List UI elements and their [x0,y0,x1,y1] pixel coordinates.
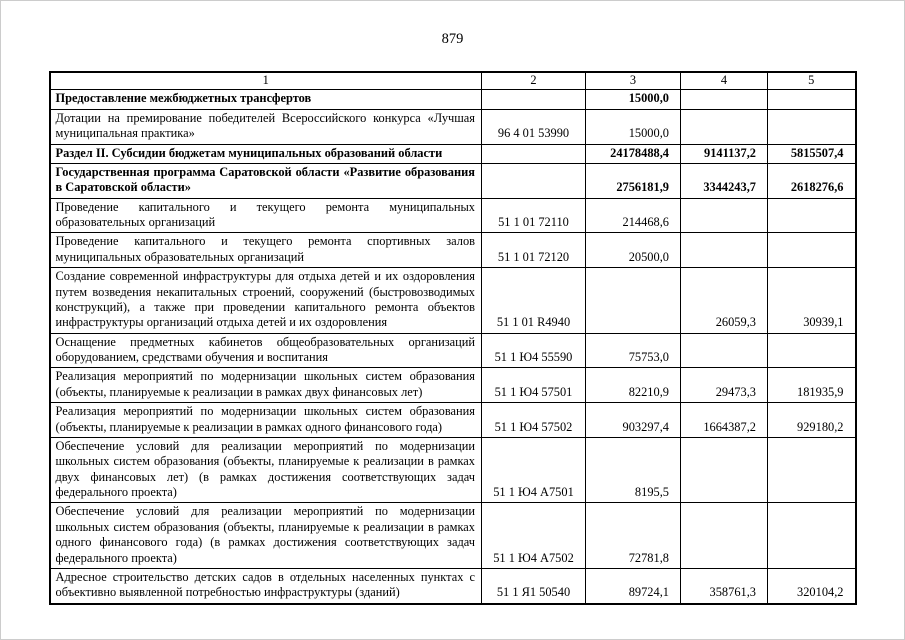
row-code-cell: 51 1 Ю4 57501 [482,368,586,403]
table-row [50,198,856,233]
row-name-cell: Реализация мероприятий по модернизации школьных систем образования (объекты, планируемые к реализации в рамках одного финансового года) [50,403,482,438]
row-amount-cell-5 [768,109,856,144]
row-amount-cell-4 [681,437,768,503]
row-amount-cell-5: 5815507,4 [768,144,856,163]
row-amount-cell-4: 3344243,7 [681,163,768,198]
row-amount-cell-3: 15000,0 [586,109,681,144]
row-code-cell: 51 1 Ю4 А7501 [482,437,586,503]
row-name-cell: Проведение капитального и текущего ремонта спортивных залов муниципальных образовательных организаций [50,233,482,268]
table-row [50,268,856,334]
row-amount-cell-5: 2618276,6 [768,163,856,198]
row-amount-cell-5 [768,437,856,503]
row-code-cell: 51 1 01 R4940 [482,268,586,334]
row-amount-cell-5 [768,503,856,569]
row-name-cell: Обеспечение условий для реализации мероприятий по модернизации школьных систем образования (объекты, планируемые к реализации в рамках одного финансового года) (в рамках достижения соответствующих задач федерального проекта) [50,503,482,569]
row-amount-cell-5: 929180,2 [768,403,856,438]
row-name-cell: Проведение капитального и текущего ремонта муниципальных образовательных организаций [50,198,482,233]
row-name-cell: Предоставление межбюджетных трансфертов [50,90,482,109]
table-row [50,403,856,438]
row-code-cell [482,144,586,163]
row-amount-cell-4: 9141137,2 [681,144,768,163]
row-amount-cell-3: 214468,6 [586,198,681,233]
table-row [50,144,856,163]
table-row [50,568,856,603]
table-row [50,109,856,144]
row-code-cell: 51 1 Ю4 57502 [482,403,586,438]
table-row [50,437,856,503]
column-header-2: 2 [482,72,586,90]
row-amount-cell-3: 15000,0 [586,90,681,109]
row-amount-cell-4 [681,109,768,144]
row-amount-cell-4: 358761,3 [681,568,768,603]
row-amount-cell-3: 75753,0 [586,333,681,368]
row-code-cell: 51 1 Ю4 55590 [482,333,586,368]
row-amount-cell-5 [768,90,856,109]
row-amount-cell-4 [681,503,768,569]
row-amount-cell-3: 24178488,4 [586,144,681,163]
row-name-cell: Раздел II. Субсидии бюджетам муниципальных образований области [50,144,482,163]
row-amount-cell-4: 29473,3 [681,368,768,403]
row-amount-cell-5 [768,333,856,368]
table-row [50,233,856,268]
row-code-cell: 51 1 01 72120 [482,233,586,268]
row-amount-cell-4 [681,198,768,233]
column-header-3: 3 [586,72,681,90]
row-name-cell: Реализация мероприятий по модернизации школьных систем образования (объекты, планируемые к реализации в рамках двух финансовых лет) [50,368,482,403]
row-amount-cell-5: 30939,1 [768,268,856,334]
row-amount-cell-4: 26059,3 [681,268,768,334]
column-header-4: 4 [681,72,768,90]
row-amount-cell-3: 2756181,9 [586,163,681,198]
row-amount-cell-4 [681,333,768,368]
row-amount-cell-4 [681,233,768,268]
row-name-cell: Создание современной инфраструктуры для отдыха детей и их оздоровления путем возведения некапитальных строений, сооружений (быстровозводимых конструкций), а также при проведении капитального ремонта объектов инфраструктуры организаций отдыха детей и их оздоровления [50,268,482,334]
row-amount-cell-3: 20500,0 [586,233,681,268]
column-header-1: 1 [50,72,482,90]
row-amount-cell-3: 82210,9 [586,368,681,403]
row-amount-cell-3: 8195,5 [586,437,681,503]
budget-table [49,71,857,605]
row-amount-cell-3: 89724,1 [586,568,681,603]
table-row [50,503,856,569]
row-name-cell: Дотации на премирование победителей Всероссийского конкурса «Лучшая муниципальная практика» [50,109,482,144]
row-amount-cell-4: 1664387,2 [681,403,768,438]
table-row [50,90,856,109]
row-name-cell: Обеспечение условий для реализации мероприятий по модернизации школьных систем образования (объекты, планируемые к реализации в рамках двух финансовых лет) (в рамках достижения соответствующих задач федерального проекта) [50,437,482,503]
row-name-cell: Государственная программа Саратовской области «Развитие образования в Саратовской области» [50,163,482,198]
row-amount-cell-3: 903297,4 [586,403,681,438]
row-name-cell: Адресное строительство детских садов в отдельных населенных пунктах с объективно выявленной потребностью инфраструктуры (зданий) [50,568,482,603]
page-number: 879 [441,31,464,47]
row-amount-cell-5 [768,233,856,268]
table-row [50,333,856,368]
row-code-cell: 51 1 Я1 50540 [482,568,586,603]
row-amount-cell-5: 320104,2 [768,568,856,603]
row-amount-cell-4 [681,90,768,109]
row-code-cell [482,163,586,198]
row-code-cell [482,90,586,109]
row-amount-cell-5 [768,198,856,233]
row-name-cell: Оснащение предметных кабинетов общеобразовательных организаций оборудованием, средствами обучения и воспитания [50,333,482,368]
table-row [50,368,856,403]
table-header-row [50,72,856,90]
row-code-cell: 51 1 Ю4 А7502 [482,503,586,569]
column-header-5: 5 [768,72,856,90]
row-code-cell: 51 1 01 72110 [482,198,586,233]
table-row [50,163,856,198]
row-amount-cell-3: 72781,8 [586,503,681,569]
row-code-cell: 96 4 01 53990 [482,109,586,144]
row-amount-cell-3 [586,268,681,334]
row-amount-cell-5: 181935,9 [768,368,856,403]
table-body [50,90,856,604]
